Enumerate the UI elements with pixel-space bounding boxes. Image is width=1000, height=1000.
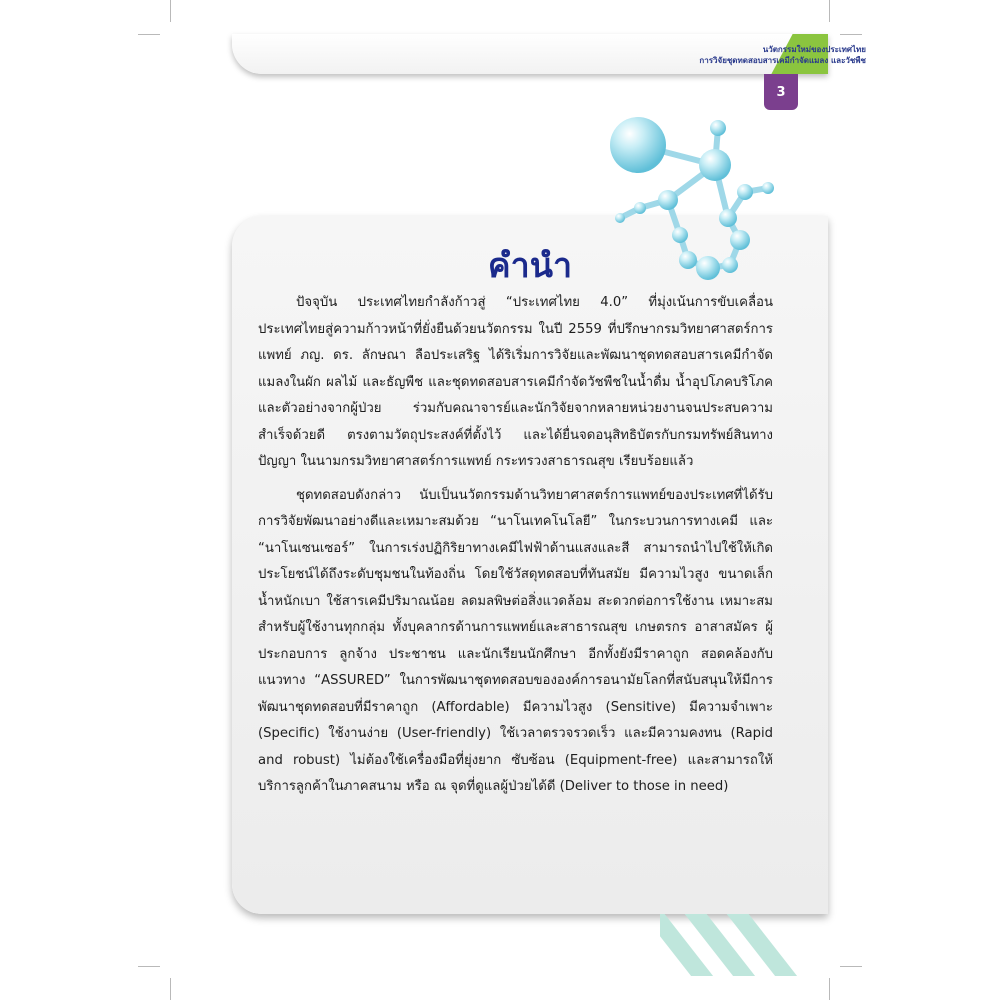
- paragraph: ปัจจุบัน ประเทศไทยกำลังก้าวสู่ “ประเทศไทย 4.0” ที่มุ่งเน้นการขับเคลื่อนประเทศไทยสู่ความก้าวหน้าที่ยั่งยืนด้วยนวัตกรรม ในปี 2559 ที่ปรึกษากรมวิทยาศาสตร์การแพทย์ ภญ. ดร. ลักษณา ลือประเสริฐ ได้ริเริ่มการวิจัยและพัฒนาชุดทดสอบสารเคมีกำจัดแมลงในผัก ผลไม้ และธัญพืช และชุดทดสอบสารเคมีกำจัดวัชพืชในน้ำดื่ม น้ำอุปโภคบริโภค และตัวอย่างจากผู้ป่วย ร่วมกับคณาจารย์และนักวิจัยจากหลายหน่วยงานจนประสบความสำเร็จด้วยดี ตรงตามวัตถุประสงค์ที่ตั้งไว้ และได้ยื่นจดอนุสิทธิบัตรกับกรมทรัพย์สินทางปัญญา ในนามกรมวิทยาศาสตร์การแพทย์ กระทรวงสาธารณสุข เรียบร้อยแล้ว: [258, 295, 773, 469]
- crop-mark: [170, 978, 171, 1000]
- foreword-body: [258, 290, 773, 801]
- crop-mark: [138, 966, 160, 967]
- crop-mark: [170, 0, 171, 22]
- paragraph: ชุดทดสอบดังกล่าว นับเป็นนวัตกรรมด้านวิทยาศาสตร์การแพทย์ของประเทศที่ได้รับการวิจัยพัฒนาอย่างดีและเหมาะสมด้วย “นาโนเทคโนโลยี” ในกระบวนการทางเคมี และ “นาโนเซนเซอร์” ในการเร่งปฏิกิริยาทางเคมีไฟฟ้าด้านแสงและสี สามารถนำไปใช้ให้เกิดประโยชน์ได้ถึงระดับชุมชนในท้องถิ่น โดยใช้วัสดุทดสอบที่ทันสมัย มีความไวสูง ขนาดเล็ก น้ำหนักเบา ใช้สารเคมีปริมาณน้อย ลดมลพิษต่อสิ่งแวดล้อม สะดวกต่อการใช้งาน เหมาะสมสำหรับผู้ใช้งานทุกกลุ่ม ทั้งบุคลากรด้านการแพทย์และสาธารณสุข เกษตรกร อาสาสมัคร ผู้ประกอบการ ลูกจ้าง ประชาชน และนักเรียนนักศึกษา อีกทั้งยังมีราคาถูก สอดคล้องกับแนวทาง “ASSURED” ในการพัฒนาชุดทดสอบขององค์การอนามัยโลกที่สนับสนุนให้มีการพัฒนาชุดทดสอบที่มีราคาถูก (Affordable) มีความไวสูง (Sensitive) มีความจำเพาะ (Specific) ใช้งานง่าย (User-friendly) ใช้เวลาตรวจรวดเร็ว และมีความคงทน (Rapid and robust) ไม่ต้องใช้เครื่องมือที่ยุ่งยาก ซับซ้อน (Equipment-free) และสามารถให้บริการลูกค้าในภาคสนาม หรือ ณ จุดที่ดูแลผู้ป่วยได้ดี (Deliver to those in need): [258, 487, 773, 794]
- crop-mark: [840, 34, 862, 35]
- header-line-2: การวิจัยชุดทดสอบสารเคมีกำจัดแมลง และวัชพืช: [699, 56, 866, 65]
- crop-mark: [829, 978, 830, 1000]
- crop-mark: [829, 0, 830, 22]
- header-line-1: นวัตกรรมใหม่ของประเทศไทย: [762, 45, 866, 54]
- running-header-text: [699, 44, 866, 66]
- decorative-stripes: [660, 914, 830, 976]
- crop-mark: [840, 966, 862, 967]
- crop-mark: [138, 34, 160, 35]
- page-number: 3: [764, 74, 798, 110]
- page-title: คำนำ: [487, 246, 573, 286]
